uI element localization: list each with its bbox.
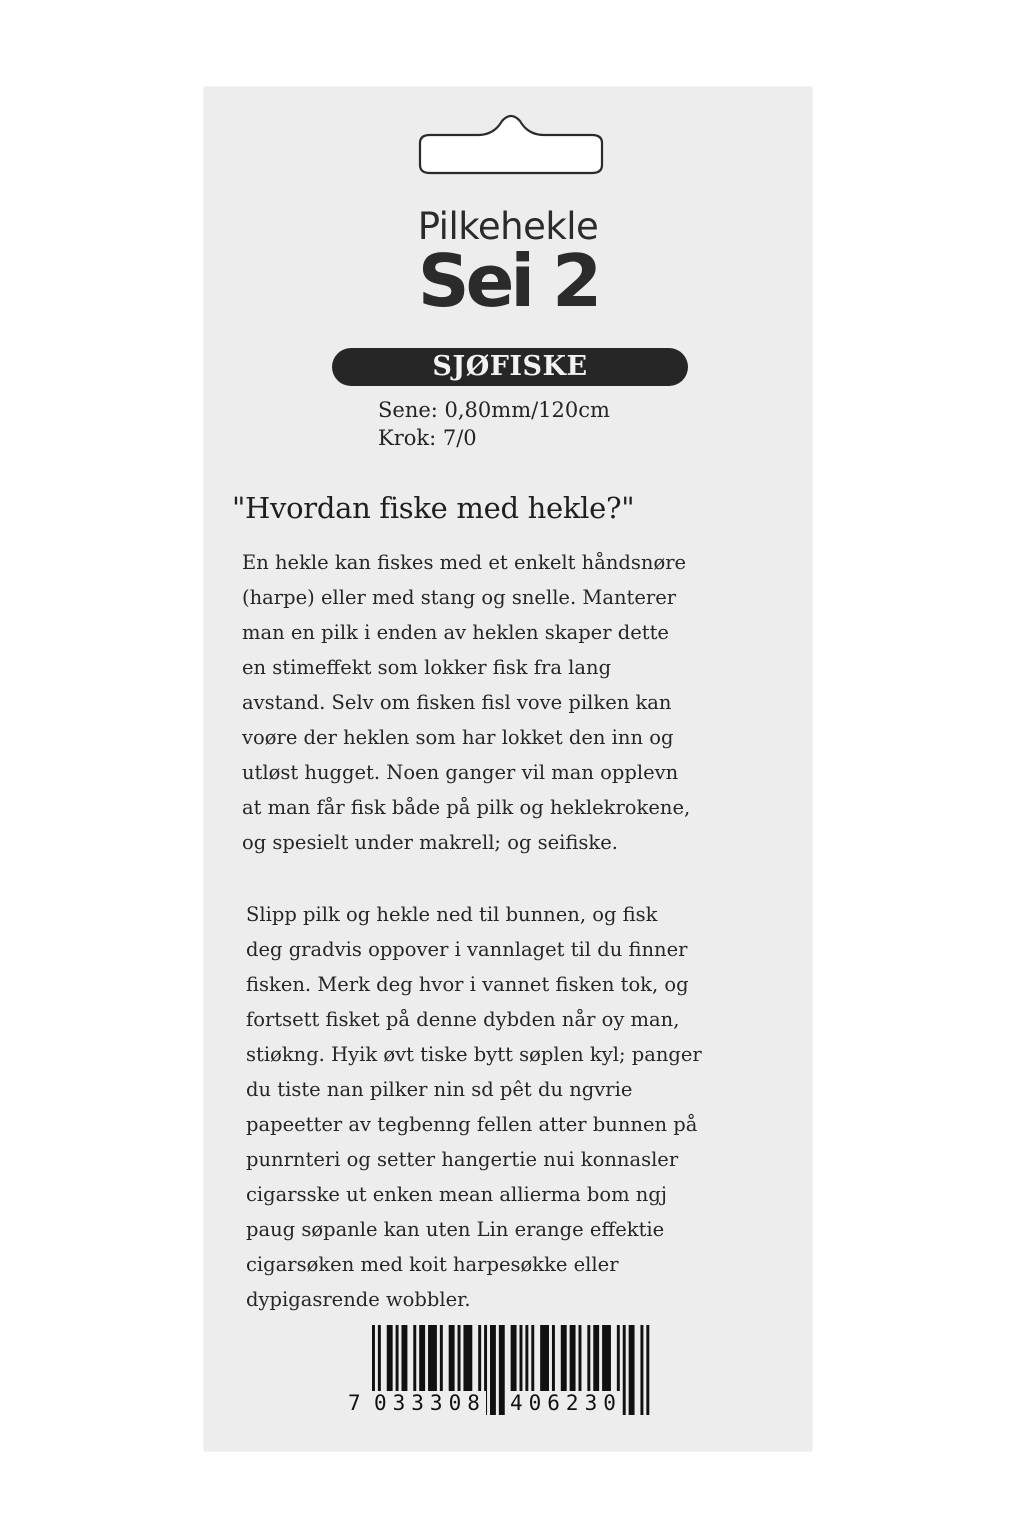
text-line: cigarsøken med koit harpesøkke eller: [246, 1253, 619, 1276]
text-line: dypigasrende wobbler.: [246, 1288, 471, 1311]
text-line: deg gradvis oppover i vannlaget til du finner: [246, 938, 688, 961]
text-line: fortsett fisket på denne dybden når oy man,: [246, 1008, 680, 1031]
text-line: at man får fisk både på pilk og heklekrokene,: [242, 796, 691, 819]
section-heading: "Hvordan fiske med hekle?": [232, 491, 635, 525]
text-line: (harpe) eller med stang og snelle. Manterer: [242, 586, 677, 609]
hang-hole: [406, 113, 616, 183]
text-line: stiøkng. Hyik øvt tiske bytt søplen kyl; panger: [246, 1043, 702, 1066]
product-type: Pilkehekle: [417, 205, 599, 248]
barcode-first-digit: 7: [348, 1391, 361, 1415]
text-line: fisken. Merk deg hvor i vannet fisken tok, og: [246, 973, 689, 996]
text-line: paug søpanle kan uten Lin erange effektie: [246, 1218, 665, 1241]
text-line: Slipp pilk og hekle ned til bunnen, og fisk: [246, 903, 658, 926]
paragraph-1: [242, 545, 802, 860]
text-line: voøre der heklen som har lokket den inn og: [242, 726, 674, 749]
barcode: [342, 1325, 654, 1417]
text-line: en stimeffekt som lokker fisk fra lang: [242, 656, 612, 679]
text-line: man en pilk i enden av heklen skaper dette: [242, 621, 669, 644]
text-line: du tiste nan pilker nin sd pêt du ngvrie: [246, 1078, 633, 1101]
text-line: cigarsske ut enken mean allierma bom ngj: [246, 1183, 667, 1206]
product-name: Sei 2: [417, 239, 599, 323]
spec-line-sene: Sene: 0,80mm/120cm: [378, 398, 610, 422]
text-line: avstand. Selv om fisken fisl vove pilken kan: [242, 691, 672, 714]
text-line: papeetter av tegbenng fellen atter bunnen på: [246, 1113, 698, 1136]
spec-line-krok: Krok: 7/0: [378, 426, 477, 450]
product-card: [204, 87, 812, 1451]
text-line: og spesielt under makrell; og seifiske.: [242, 831, 618, 854]
text-line: punrnteri og setter hangertie nui konnasler: [246, 1148, 679, 1171]
text-line: En hekle kan fiskes med et enkelt håndsnøre: [242, 551, 687, 574]
barcode-number: [342, 1391, 654, 1417]
barcode-right-group: 406230: [510, 1391, 622, 1415]
paragraph-2: [246, 897, 806, 1317]
category-badge: SJØFISKE: [332, 348, 688, 386]
text-line: utløst hugget. Noen ganger vil man opplevn: [242, 761, 679, 784]
barcode-left-group: 033308: [374, 1391, 486, 1415]
